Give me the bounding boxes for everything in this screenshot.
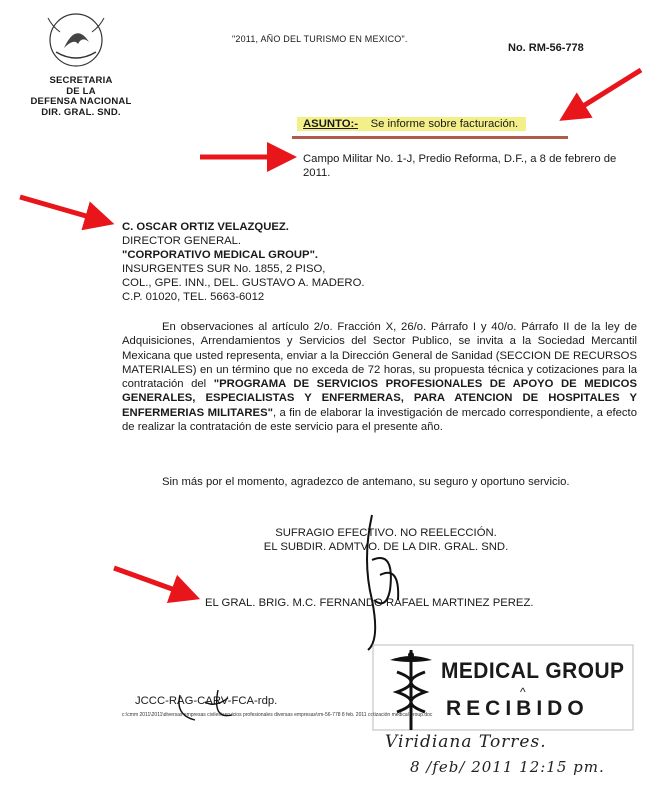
seal-line: DE LA <box>66 85 96 97</box>
recipient-title: DIRECTOR GENERAL. <box>122 235 242 247</box>
seal-line: DIR. GRAL. SND. <box>41 106 121 118</box>
place-date: Campo Militar No. 1-J, Predio Reforma, D.F., a 8 de febrero de 2011. <box>303 153 617 179</box>
year-motto: "2011, AÑO DEL TURISMO EN MEXICO". <box>232 34 408 44</box>
caduceus-logo-icon <box>390 650 432 730</box>
handwritten-date-time: 8 /feb/ 2011 12:15 pm. <box>410 758 605 776</box>
body-text-end: , a fin de elaborar la investigación de mercado correspondiente, a efecto de realizar la contratación de este servicio para el presente año. <box>122 406 637 434</box>
subject-text: Se informe sobre facturación. <box>370 118 519 130</box>
arrow-signer-icon <box>114 568 186 594</box>
motto-line: SUFRAGIO EFECTIVO. NO REELECCIÓN. <box>275 527 497 539</box>
stamp-company: MEDICAL GROUP <box>441 658 625 683</box>
subject-label: ASUNTO:- <box>303 118 359 130</box>
arrow-subject-icon <box>572 70 641 113</box>
recipient-company: "CORPORATIVO MEDICAL GROUP". <box>122 249 319 261</box>
recipient-address-line: C.P. 01020, TEL. 5663-6012 <box>122 291 265 303</box>
folio-number: No. RM-56-778 <box>508 42 584 54</box>
recipient-name: C. OSCAR ORTIZ VELAZQUEZ. <box>122 221 289 233</box>
body-text: En observaciones al artículo 2/o. Fracción X, 26/o. Párrafo I y 40/o. Párrafo II de la ley de Adquisiciones, Arrendamientos y Servicios del Sector Publico, se invita a la Sociedad Mercantil Mexicana que usted representa, enviar a la Dirección General de Sanidad (SECCION DE RECURSOS MATERIALES) en un término que no exceda de 72 horas, su propuesta técnica y cotizaciones para la contratación del <box>122 321 637 391</box>
recipient-address-line: INSURGENTES SUR No. 1855, 2 PISO, <box>122 263 326 275</box>
reference-initials: JCCC-RAG-CARV-FCA-rdp. <box>135 695 278 707</box>
recipient-address-line: COL., GPE. INN., DEL. GUSTAVO A. MADERO. <box>122 277 365 289</box>
program-name: "PROGRAMA DE SERVICIOS PROFESIONALES DE APOYO DE MEDICOS GENERALES, ESPECIALISTAS Y ENFERMERAS, PARA ATENCION DE HOSPITALES Y ENFERMERIAS MILITARES" <box>122 378 637 419</box>
signer-position: EL SUBDIR. ADMTVO. DE LA DIR. GRAL. SND. <box>263 541 509 553</box>
signature-scribble-icon <box>367 515 398 650</box>
file-path: c:\cmm 2011\2011\diversas empresas civiles\servicios profesionales diversas empresas\rm-56-778 8 feb. 2011 cotización medical group.doc <box>122 712 433 718</box>
initials-scribble-icon <box>179 690 232 720</box>
signer-name: EL GRAL. BRIG. M.C. FERNANDO RAFAEL MARTINEZ PEREZ. <box>205 597 534 609</box>
closing-line: Sin más por el momento, agradezco de antemano, su seguro y oportuno servicio. <box>162 476 570 488</box>
stamp-received: RECIBIDO <box>446 697 589 720</box>
handwritten-receiver: Viridiana Torres. <box>385 732 547 752</box>
arrow-recipient-icon <box>20 197 100 220</box>
seal-line: DEFENSA NACIONAL <box>30 96 132 107</box>
seal-line: SECRETARIA <box>49 75 113 86</box>
stamp-mark: ^ <box>520 685 526 699</box>
